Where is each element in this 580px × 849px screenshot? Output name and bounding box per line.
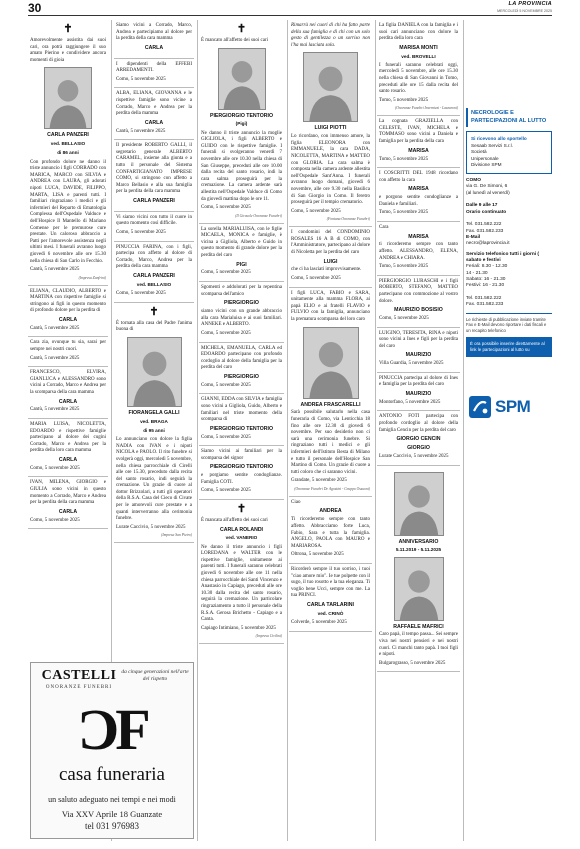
notice-text: Ricorderò sempre il tuo sorriso, i tuoi "ciao amore mio". Ie tue polpette con il sugo, il tuo rosotto e la tua eleganza. Ti voglio bene Ucci, sempre con me. La tua PRINCI. xyxy=(291,566,370,599)
page-header xyxy=(28,0,552,16)
obituary-notice xyxy=(199,224,284,282)
notice-place-date: Tomo, 5 novembre 2025 xyxy=(379,156,429,162)
notice-text: IVAN, MILENA, GIORGIO e GIULIA sono vicini in questo momento a Corrado, Marco e Andrea per la perdita della cara mamma xyxy=(30,480,106,506)
deceased-name: ANDREA xyxy=(319,508,342,515)
cross-icon: ✝ xyxy=(236,23,247,35)
deceased-subtitle: ved. BELLASIO xyxy=(136,281,172,287)
sidebar xyxy=(466,108,552,849)
notice-place-date: Cantù, 5 novembre 2025 xyxy=(116,128,166,134)
column-3 xyxy=(199,20,284,841)
hours-line: Feriali: 8.30 - 12.30 xyxy=(466,264,508,270)
obituary-notice xyxy=(114,212,194,242)
notice-text: Sgomenti e addolorati per la repentina scomparsa dell'amico xyxy=(201,285,282,297)
portrait-photo xyxy=(44,67,92,129)
deceased-name: MAURIZIO xyxy=(405,352,432,359)
counter-line: Unipersonale xyxy=(471,155,499,161)
deceased-name: RAFFAELE MAFRICI xyxy=(393,623,444,630)
notice-text: I condomini del CONDOMINIO ROSALES 16 A B di COMO, con l'Amministratore, partecipano al dolore di Nicoletta per la perdita del caro xyxy=(291,230,370,256)
obituary-notice xyxy=(28,286,108,338)
portrait-image xyxy=(395,558,443,620)
funeral-home-credit: (Il Girasole Onoranze Funebri) xyxy=(235,213,282,218)
notice-text: Ne danno il triste annuncio la moglie GIGLIOLA, i figli ALBERTO e GUIDO con le rispettive famiglie. I funerali si svolgeranno venerdì 7 novembre alle ore 10.30 nella chiesa di San Giuseppe, preceduti alle ore 10.00 dalla recita del santo rosario, indi la cara salma proseguirà per la cremazione. La camera ardente sarà allestita nell'Ospedale Valduce di Como da giovedì mattina dopo le ore 11. xyxy=(201,130,282,202)
obituary-notice xyxy=(114,88,194,140)
notice-place-date: Tomo, 5 novembre 2025 xyxy=(379,97,429,103)
deceased-name: MAURIZIO xyxy=(405,391,432,398)
notice-text: Lo ricordano, con immenso amore, la figlia ELEONORA con EMMANUELE, la cara DADA, NICOLETTA, MARTINA e MATTEO con GLORIA. La cara salma è composta nella camera ardente allestita nell'Ospedale Sant'Anna. I funerali avranno luogo domani, giovedì 6 novembre, alle ore 9.30 nella Basilica di San Giorgio in Como. Il feretro proseguirà per il tempio crematorio. xyxy=(291,134,370,206)
hours-line: Festivi: 16 - 21.30 xyxy=(466,283,505,289)
phone-service-title: Servizio telefonico tutti i giorni ( sabato e festivi xyxy=(466,251,540,263)
notice-place-date: Como, 5 novembre 2025 xyxy=(201,330,251,336)
deceased-name: ANNIVERSARIO xyxy=(398,538,439,545)
obituary-notice xyxy=(199,20,284,224)
obituary-notice xyxy=(289,564,372,632)
notice-text: I dipendenti della EFFEBI ARREDAMENTI. xyxy=(116,61,192,74)
funeral-home-credit: (Onoranze Funebri Invernizzi - Lazzaroni) xyxy=(395,106,458,111)
notice-place-date: Capiago Intimiano, 5 novembre 2025 xyxy=(201,625,276,631)
notice-text: e porgono sentite condoglianze a Daniela e familiari. xyxy=(379,195,458,207)
portrait-photo xyxy=(303,52,358,122)
deceased-name: GIORGIO CENCIN xyxy=(396,436,441,443)
notice-place-date: Como, 5 novembre 2025 xyxy=(201,270,251,276)
phone-number: Tel. 031.582.222 xyxy=(466,295,502,301)
deceased-subtitle: ved. CRINÒ xyxy=(317,610,344,616)
online-submission-banner[interactable]: È ora possibile inserire direttamente al link le partecipazioni al lutto su xyxy=(466,337,552,357)
notice-text: La sorella MARIALUISA, con le figlie MICAELA, MONICA e famiglie, è vicina a Gigliola, Alberto e Guido in questo momento di grande dolore per la perdita del caro xyxy=(201,226,282,259)
notice-text: che ci ha lasciati improvvisamente. xyxy=(291,267,362,273)
advert-address: Via XXV Aprile 18 Guanzate xyxy=(61,808,163,819)
submission-note: Le richieste di pubblicazione inviate tramite Fax e E-Mail devono riportare i dati fiscali e un recapito telefonico xyxy=(466,313,552,334)
column-1 xyxy=(28,20,108,663)
spm-logo-text: SPM xyxy=(495,396,531,416)
notice-place-date: Como, 5 novembre 2025 xyxy=(379,316,429,321)
funeral-home-credit: (Fontana Onoranze Funebri) xyxy=(326,217,370,222)
obituary-notice xyxy=(289,497,372,564)
notice-text: Ciao xyxy=(291,499,301,505)
deceased-name: PIERGIORGIO xyxy=(224,373,259,380)
como-office xyxy=(466,178,552,248)
notice-text: Siamo vicini ai familiari per la scomparsa del signor xyxy=(201,449,282,461)
notice-text: Siamo vicini a Corrado, Marco, Andrea e partecipiamo al dolore per la perdita della cara mamma xyxy=(116,23,192,42)
notice-place-date: Como, 5 novembre 2025 xyxy=(30,517,80,523)
hours-line: Sabato: 16 - 21.30 xyxy=(466,276,506,282)
funeral-home-credit: (Onoranze Funebri De Agostini - Gruppo Ossuoni) xyxy=(294,487,370,492)
notice-text: Cara xyxy=(379,224,389,230)
deceased-subtitle: 5.11.2019 - 5.11.2025 xyxy=(395,547,442,553)
fax-number: Fax. 031.582.233 xyxy=(466,302,504,308)
notice-text: PINUCCIA partecipa al dolore di Ines e famiglia per la perdita del caro xyxy=(379,375,458,388)
deceased-age: di 95 anni xyxy=(143,427,165,433)
email-title: E-Mail xyxy=(466,234,481,240)
notice-text: FRANCESCO, ELVIRA, GIANLUCA e ALESSANDRO sono vicini a Corrado, Marco e Andrea per la scomparsa della cara mamma xyxy=(30,370,106,395)
portrait-photo xyxy=(394,557,444,621)
portrait-photo xyxy=(218,48,266,110)
notice-place-date: Como, 5 novembre 2025 xyxy=(291,208,341,214)
notice-place-date: Como, 5 novembre 2025 xyxy=(116,76,166,82)
obituary-notice xyxy=(377,328,460,373)
cross-icon: ✝ xyxy=(236,502,247,515)
deceased-name: CARLA TARLARINI xyxy=(307,601,354,608)
notice-place-date: Como, 5 novembre 2025 xyxy=(201,205,251,211)
notice-place-date: Cantù, 5 novembre 2025 xyxy=(30,355,80,361)
obituary-notice xyxy=(28,20,108,286)
obituary-notice xyxy=(199,282,284,342)
deceased-name: PIERGIORGIO TENTORIO xyxy=(209,112,274,119)
counter-line: Sesaab Servizi S.r.l. xyxy=(471,142,513,148)
obituary-notice xyxy=(114,20,194,59)
deceased-name: LUIGI xyxy=(323,258,338,265)
notice-text: I COSCRITTI DEL 1948 ricordano con affetto la cara xyxy=(379,171,458,183)
cross-icon: ✝ xyxy=(149,305,159,318)
page-number: 30 xyxy=(28,1,42,15)
column-4 xyxy=(289,20,372,841)
deceased-name: CARLA xyxy=(58,508,78,515)
notice-place-date: Montorfano, 5 novembre 2025 xyxy=(379,399,441,405)
deceased-name: CARLA PANZERI xyxy=(133,273,175,280)
deceased-name: CARLA xyxy=(58,398,78,405)
notice-text: ANTONIO FOTI partecipa con profondo cordoglio al dolore della famiglia Cencin per la perdita del caro xyxy=(379,414,458,433)
como-address: via G. De Simoni, 6 xyxy=(466,184,508,190)
notice-place-date: Como, 5 novembre 2025 xyxy=(201,382,251,388)
advert-slogan: un saluto adeguato nei tempi e nei modi xyxy=(48,795,176,805)
obituary-notice xyxy=(377,276,460,328)
notice-text: PINUCCIA FARINA, con i figli, partecipa con affetto al dolore di Corrado, Marco, Andrea per la perdita della cara mamma xyxy=(116,244,192,270)
notice-place-date: Oltrona, 5 novembre 2025 xyxy=(291,552,344,558)
phone-number: Tel. 031.582.222 xyxy=(466,222,502,228)
funeral-home-credit: (Impresa Zanfrini) xyxy=(78,275,106,280)
deceased-name: CARLA PANZERI xyxy=(47,132,89,139)
obituary-notice xyxy=(377,411,460,465)
deceased-age: di 86 anni xyxy=(57,150,79,156)
deceased-name: ANDREA FRASCARELLI xyxy=(300,401,361,408)
deceased-name: MARISA xyxy=(408,147,429,154)
email-address[interactable]: necro@laprovincia.it xyxy=(466,241,510,247)
fax-number: Fax. 031.582.233 xyxy=(466,228,504,234)
deceased-name: MARISA MONTI xyxy=(399,44,438,51)
notice-text: Caro papà, il tempo passa... Sei sempre viva nei nostri pensieri e nei nostri cuori. Ci manchi tanto papà. I tuoi figli e nipoti. xyxy=(379,632,458,658)
notice-place-date: Grandate, 5 novembre 2025 xyxy=(291,478,347,484)
column-rule xyxy=(287,20,288,841)
advert-tagline: da cinque generazioni nell'arte del rispetto xyxy=(121,669,189,682)
obituary-notice xyxy=(377,116,460,168)
notice-place-date: Como, 5 novembre 2025 xyxy=(116,230,166,236)
notice-text: Con profondo dolore ne danno il triste annuncio i figli CORRADO con MARICA, MARCO con SILVIA e ANDREA con LAURA, gli adorati nipoti LUCA, DAVIDE, FILIPPO, MARTA, LISA e parenti tutti. I familiari ringraziano i medici e gli infermieri del Reparto di Ematologia Complessa dell'Ospedale Valduce e dell'Hospice Il Mantello di Mariano Comense per le premurose cure prestate. Un caloroso abbraccio a Patti per l'amorevole assistenza negli ultimi mesi. I funerali avranno luogo giovedì 6 novembre alle ore 15.30 nella chiesa di San Carlo in Fecchio. xyxy=(30,159,106,264)
sidebar-heading: NECROLOGIE E PARTECIPAZIONI AL LUTTO xyxy=(466,108,552,127)
portrait-photo xyxy=(303,327,359,399)
notice-text: Ti ricorderemo sempre con tanto affetto. Abbracciamo forte Luca, Fabio, Sara e tutta la famiglia. ANGELO, PAOLA con MAURO e MARIAROSA. xyxy=(291,517,370,549)
column-rule xyxy=(197,20,198,841)
obituary-notice xyxy=(377,373,460,412)
notice-intro: Amorevolmente assistita dai suoi cari, ora potrà raggiungere il suo amato Pierino e condividere ancora momenti di gioia xyxy=(30,38,106,63)
deceased-name: CARLA xyxy=(58,316,78,323)
obituary-notice xyxy=(199,343,284,395)
notice-text: I funerali saranno celebrati oggi, mercoledì 5 novembre, alle ore 15.30 nella chiesa di San Giovanni in Tomo, preceduti alle ore 15 dalla recita del santo rosario. xyxy=(379,62,458,95)
deceased-subtitle: ved. VANERIO xyxy=(225,535,258,541)
notice-intro: È mancato all'affetto dei suoi cari xyxy=(201,38,269,43)
deceased-subtitle: ved. BRAGA xyxy=(140,418,168,424)
notice-text: Lo annunciano con dolore la figlia NADIA con IVAN e i nipoti NICOLA e PAOLO. Il rito funebre si svolgerà oggi, mercoledì 5 novembre, nella chiesa parrocchiale di Cirelli alle ore 15.30, preceduto dalla recita del santo rosario, indi seguirà la cremazione. Un grazie di cuore al dottor Brizzolari, a tutti gli operatori della R.S.A. Casa del Cieco di Civate per le amorevoli cure prestate e a quanti interverranno alla cerimonia funebre. xyxy=(116,437,192,522)
obituary-notice xyxy=(114,59,194,89)
advert-phone: tel 031 976983 xyxy=(85,820,139,831)
deceased-name: LUIGI PIOTTI xyxy=(314,125,347,132)
notice-text: Ne danno il triste annuncio i figli LOREDANA e WALTER con le rispettive famiglie, unitamente ai parenti tutti. I funerali saranno celebrati giovedì 6 novembre alle ore 11 nella chiesa parrocchiale dei Santi Vincenzo e Anastasio in Capiago, preceduti alle ore 10.30 dalla recita del santo rosario, seguirà la cremazione. Un particolare ringraziamento a tutto il personale della R.S.A. Gerosa Brichetto - Capiago e a Canta. xyxy=(201,544,282,623)
notice-text: LUIGINO, TERESITA, RINA e nipoti sono vicini a Ines e figli per la perdita del caro xyxy=(379,330,458,349)
como-title: COMO xyxy=(466,177,481,183)
notice-place-date: Como, 5 novembre 2025 xyxy=(30,465,80,471)
como-hours: Orario continuato xyxy=(466,209,507,215)
notice-text: GIANNI, EDDA con SILVIA e famiglia sono vicini a Gigliola, Guido, Alberto e familiari nel triste momento della scomparsa di xyxy=(201,397,282,423)
deceased-subtitle: ved. BROVELLI xyxy=(401,53,436,59)
deceased-name: CARLA xyxy=(144,119,164,126)
cross-icon: ✝ xyxy=(63,23,73,35)
deceased-name: GIORGIO xyxy=(407,445,430,452)
deceased-name: PIERGIORGIO TENTORIO xyxy=(209,425,274,432)
portrait-image xyxy=(45,68,91,128)
advert-brand: CASTELLI xyxy=(41,668,117,683)
notice-text: ELIANA, CLAUDIO, ALBERTO e MARTINA con rispettive famiglie si stringono ai figli in questo momento di profondo dolore per la perdita di xyxy=(30,288,106,314)
notice-text: Cara zia, ovunque tu sia, sarai per sempre nei nostri cuori. xyxy=(30,340,106,353)
notice-place-date: Como, 5 novembre 2025 xyxy=(201,434,251,440)
notice-intro: È tornata alla casa del Padre l'anima buona di xyxy=(116,320,192,333)
portrait-image xyxy=(219,49,265,109)
deceased-name: FIORANGELA GALLI xyxy=(128,409,180,416)
como-hours-title: Dalle 9 alle 17 xyxy=(466,203,498,209)
counter-line: Società xyxy=(471,149,487,155)
deceased-name: CARLA PANZERI xyxy=(133,198,175,204)
obituary-notice xyxy=(199,394,284,446)
deceased-name: PIERGIORGIO TENTORIO xyxy=(209,464,274,471)
notice-text: La cognata GRAZIELLA con CELESTE, IVAN, MICHELA e TOMMASO sono vicini a Daniela e famiglia per la perdita della cara xyxy=(379,119,458,145)
obituary-notice xyxy=(114,140,194,212)
counter-info-box xyxy=(466,131,552,174)
obituary-notice xyxy=(377,168,460,222)
obituary-notice xyxy=(199,500,284,644)
notice-place-date: Lurate Caccivio, 5 novembre 2025 xyxy=(379,453,449,459)
notice-text: La figlia DANIELA con la famiglia e i suoi cari annunciano con dolore la perdita della loro cara xyxy=(379,23,458,42)
obituary-notice xyxy=(28,367,108,419)
obituary-notice xyxy=(28,419,108,477)
hours-line: 14 - 21.30 xyxy=(466,270,488,276)
deceased-name: PIGI xyxy=(236,261,247,268)
deceased-name: CARLA xyxy=(144,44,164,51)
deceased-name: MARISA xyxy=(408,233,429,240)
notice-text: Sarà possibile salutarlo nella casa funeraria di Como, via Lenticchia 18 fino alle ore 12.30 di giovedì 6 novembre. Per suo desiderio non ci sarà una cerimonia funebre. Si ringraziano tutti i medici e gli infermieri dell'Istituto Besta di Milano e tutto il personale dell'Hospice San Martino di Como. Un grazie di cuore a tutti coloro che ci saranno vicini. xyxy=(291,410,370,475)
funeral-home-credit: (Impresa Civilini) xyxy=(255,634,282,639)
funeral-home-credit: (Impresa San Pietro) xyxy=(161,533,192,538)
phone-service xyxy=(466,252,552,309)
notice-text: Il presidente ROBERTO GALLI, il segretario generale ALBERTO CARAMEL, insieme alla giunta e a tutto il personale del Sistema CONFARTIGIANATO IMPRESE COMO, si stringono con affetto a Marco Bellasio e alla sua famiglia per la perdita della cara mamma xyxy=(116,143,192,195)
obituary-notice xyxy=(28,337,108,367)
obituary-notice xyxy=(28,477,108,529)
notice-place-date: Lurate Caccivio, 5 novembre 2025 xyxy=(116,524,186,530)
notice-text: Vi siamo vicini con tutto il cuore in questo momento così difficile. xyxy=(116,214,192,227)
masthead-title: LA PROVINCIA xyxy=(508,1,552,7)
deceased-name: MAURIZIO BOSISIO xyxy=(394,307,443,314)
portrait-image xyxy=(128,338,181,406)
notice-place-date: Como, 5 novembre 2025 xyxy=(291,276,341,282)
deceased-subtitle: (Pigi) xyxy=(235,121,248,127)
notice-place-date: Villa Guardia, 5 novembre 2025 xyxy=(379,361,444,367)
portrait-image xyxy=(395,473,443,535)
notice-place-date: Tomo, 5 novembre 2025 xyxy=(379,264,429,270)
deceased-name: MARISA xyxy=(408,186,429,193)
portrait-image xyxy=(304,328,358,398)
spm-mark-icon xyxy=(468,395,492,419)
advert-title: casa funeraria xyxy=(58,764,165,785)
portrait-photo xyxy=(394,472,444,536)
notice-text: siamo vicini con un grande abbraccio alla cara Marialuisa e ai suoi familiari. ANNEKE e ALBERTO. xyxy=(201,309,282,328)
deceased-name: CARLA ROLANDI xyxy=(219,526,264,533)
notice-place-date: Cantù, 5 novembre 2025 xyxy=(30,267,80,273)
notice-place-date: Como, 5 novembre 2025 xyxy=(116,291,166,297)
masthead xyxy=(497,1,552,14)
obituary-notice xyxy=(289,20,372,227)
deceased-name: CARLA xyxy=(58,457,78,464)
advert-logo: ƆF xyxy=(77,697,147,762)
notice-text: ti ricorderemo sempre con tanto affetto. ALESSANDRO, ELENA, ANDREA e CHIARA. xyxy=(379,242,458,261)
counter-title: Si ricevono allo sportello xyxy=(471,136,527,142)
portrait-photo xyxy=(127,337,182,407)
deceased-name: PIERGIORGIO xyxy=(224,300,259,307)
obituary-notice xyxy=(377,222,460,276)
notice-place-date: Como, 5 novembre 2025 xyxy=(201,488,251,494)
notice-place-date: Bulgarograsso, 5 novembre 2025 xyxy=(379,660,446,666)
masthead-date: MERCOLEDÌ 5 NOVEMBRE 2025 xyxy=(497,9,552,14)
deceased-subtitle: ved. BELLASIO xyxy=(50,141,86,147)
column-5 xyxy=(377,20,460,841)
obituary-notice xyxy=(114,303,194,544)
notice-place-date: Cantù, 5 novembre 2025 xyxy=(30,407,80,413)
portrait-image xyxy=(304,53,357,121)
notice-text: ALBA, ELIANA, GIOVANNA e le rispettive famiglie sono vicine a Corrado, Marco e Andrea per la perdita della mamma xyxy=(116,91,192,117)
obituary-notice xyxy=(377,20,460,116)
column-2 xyxy=(114,20,194,660)
notice-place-date: Tomo, 5 novembre 2025 xyxy=(379,210,429,216)
como-days: (al lunedì al venerdì) xyxy=(466,190,510,196)
funeral-home-advert[interactable] xyxy=(30,662,194,839)
obituary-notice xyxy=(289,227,372,287)
column-rule xyxy=(463,20,464,841)
counter-line: Divisione SPM xyxy=(471,162,502,168)
notice-text: I figli LUCA, FABIO e SARA, unitamente alla mamma FLORA, ai papà ELIO e ai fratelli FLAVIO e FULVIO con la famiglia, annunciano la prematura scomparsa del loro caro xyxy=(291,290,370,323)
notice-text: e porgiamo sentite condoglianze. Famiglia COTI. xyxy=(201,473,282,485)
notice-place-date: Colverde, 5 novembre 2025 xyxy=(291,619,347,625)
obituary-notice xyxy=(114,242,194,303)
obituary-notice xyxy=(199,446,284,500)
spm-logo xyxy=(466,395,552,419)
notice-text: MARIA LUISA, NICOLETTA, EDOARDO e rispettive famiglie partecipano al dolore dei cugini Corrado, Marco e Andrea per la perdita della loro cara mamma xyxy=(30,422,106,454)
obituary-notice xyxy=(289,288,372,497)
column-rule xyxy=(375,20,376,841)
obituary-notice xyxy=(377,466,460,673)
advert-brand-sub: ONORANZE FUNEBRI xyxy=(45,685,113,691)
notice-intro: È mancata all'affetto dei suoi cari xyxy=(201,517,268,523)
notice-place-date: Cantù, 5 novembre 2025 xyxy=(30,325,80,331)
notice-intro: Rimarrà nei cuori di chi ha fatto parte della sua famiglia e di chi con un solo gesto di gentilezza o un sorriso non l'ha mai lasciata sola. xyxy=(291,23,370,48)
notice-text: MICHELA, EMANUELA, CARLA ed EDOARDO partecipano con profondo cordoglio al dolore della famiglia per la perdita del caro xyxy=(201,345,282,371)
notice-text: PIERGIORGIO LURASCHI e i figli ROBERTO, STEFANO, MATTEO partecipano con commozione al vostro dolore. xyxy=(379,278,458,304)
